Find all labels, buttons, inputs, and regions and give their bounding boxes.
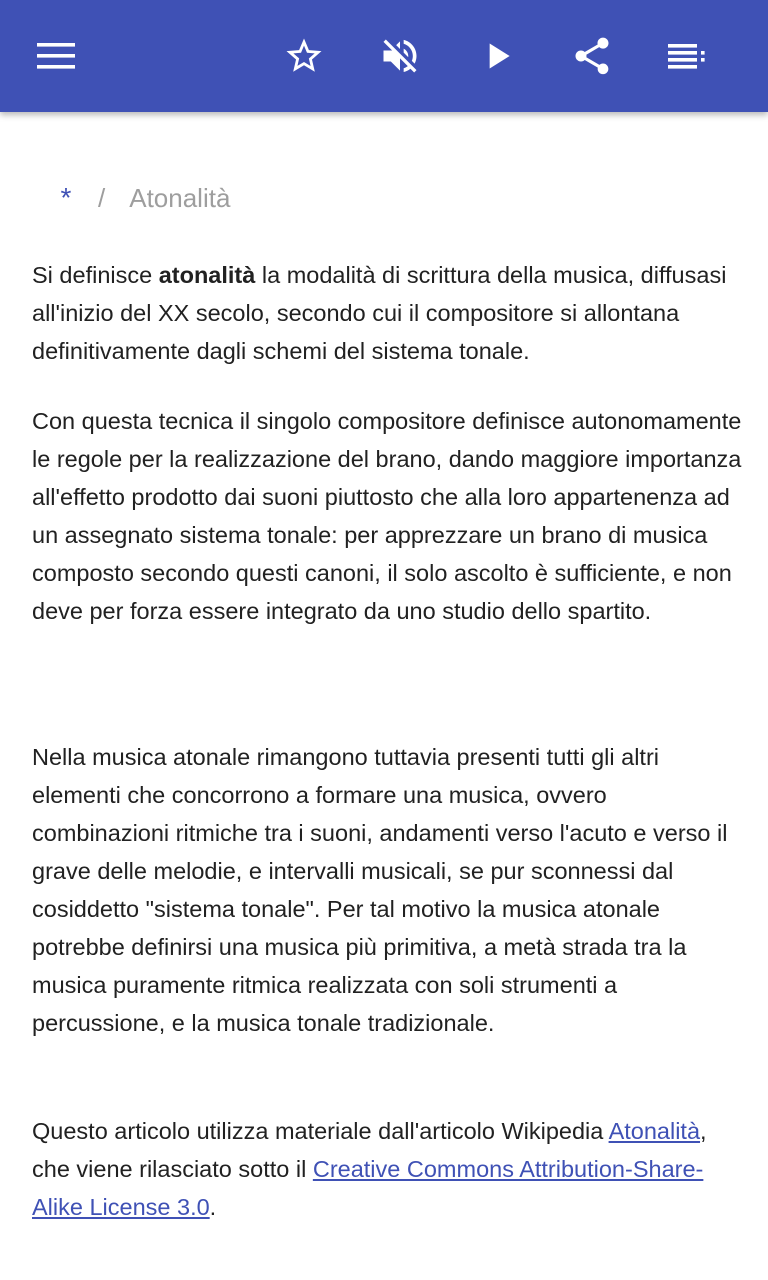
breadcrumb-separator: /	[98, 183, 106, 213]
menu-button[interactable]	[28, 28, 84, 84]
table-of-contents-icon	[668, 43, 708, 69]
article-paragraph-1	[32, 256, 742, 370]
volume-off-icon	[378, 34, 422, 78]
breadcrumb-home-link[interactable]: *	[60, 182, 72, 213]
attribution-intro: Questo articolo utilizza materiale dall'articolo Wikipedia	[32, 1118, 609, 1144]
share-button[interactable]	[564, 28, 620, 84]
license-link[interactable]: Creative Commons Attribution-Share-Alike License 3.0	[32, 1156, 704, 1220]
breadcrumb-current: Atonalità	[129, 183, 231, 213]
paragraph-1-intro: Si definisce	[32, 262, 159, 288]
attribution-notice	[32, 1112, 742, 1226]
hamburger-menu-icon	[37, 42, 75, 70]
wikipedia-article-link[interactable]: Atonalità	[608, 1118, 701, 1144]
article-term: atonalità	[158, 262, 256, 288]
article-paragraph-3: Nella musica atonale rimangono tuttavia presenti tutti gli altri elementi che concorrono a formare una musica, ovvero combinazioni ritmiche tra i suoni, andamenti verso l'acuto e verso il grave delle melodie, e intervalli musicali, se pur sconnessi dal cosiddetto "sistema tonale". Per tal motivo la musica atonale potrebbe definirsi una musica più primitiva, a metà strada tra la musica puramente ritmica realizzata con soli strumenti a percussione, e la musica tonale tradizionale.	[32, 744, 728, 1036]
star-outline-icon	[283, 35, 325, 77]
attribution-end: .	[209, 1194, 217, 1220]
app-toolbar	[0, 0, 768, 112]
attribution-middle: , che viene rilasciato sotto il	[32, 1118, 707, 1182]
share-icon	[570, 34, 614, 78]
mute-button[interactable]	[372, 28, 428, 84]
paragraph-1-body: la modalità di scrittura della musica, diffusasi all'inizio del XX secolo, secondo cui il compositore si allontana definitivamente dagli schemi del sistema tonale.	[32, 262, 727, 364]
article-paragraph-2: Con questa tecnica il singolo compositore definisce autonomamente le regole per la realizzazione del brano, dando maggiore importanza all'effetto prodotto dai suoni piuttosto che alla loro appartenenza ad un assegnato sistema tonale: per apprezzare un brano di musica composto secondo questi canoni, il solo ascolto è sufficiente, e non deve per forza essere integrato da uno studio dello spartito.	[32, 408, 742, 624]
breadcrumb	[56, 182, 230, 214]
bookmark-button[interactable]	[276, 28, 332, 84]
play-icon	[478, 36, 518, 76]
table-of-contents-button[interactable]	[660, 28, 716, 84]
play-button[interactable]	[470, 28, 526, 84]
